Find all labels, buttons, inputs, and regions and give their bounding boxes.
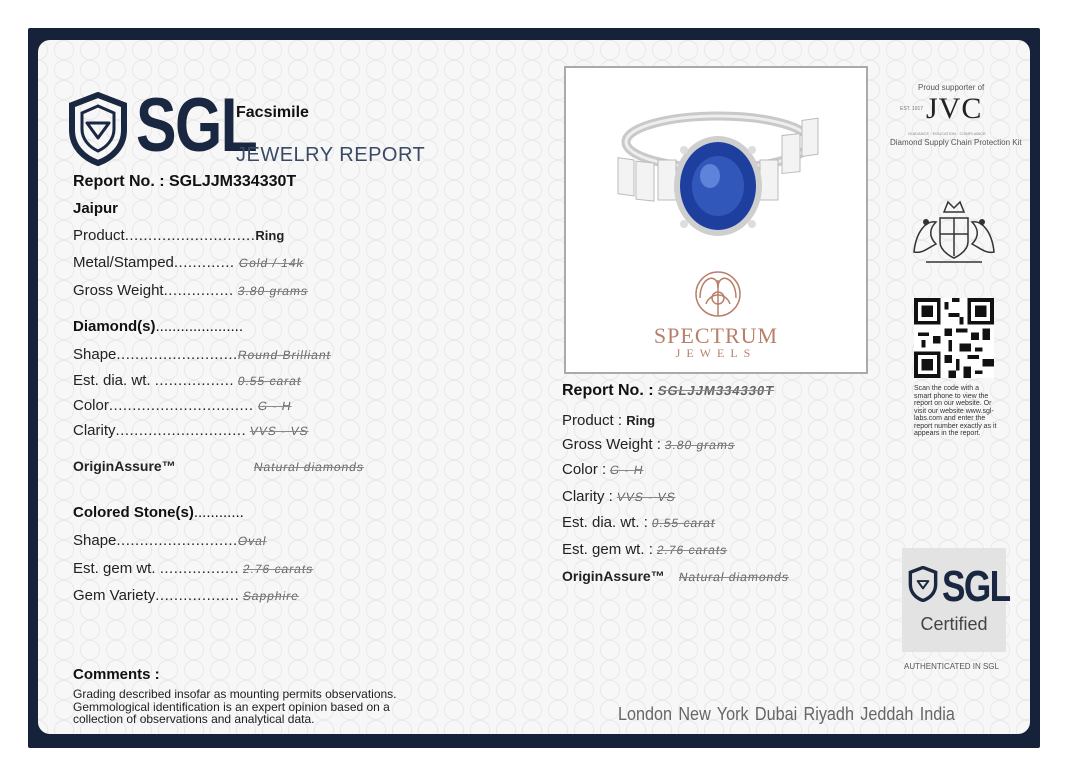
spectrum-brand-sub: JEWELS [675, 346, 757, 360]
spectrum-monogram-icon [688, 268, 748, 320]
right-gross-weight-row: Gross Weight : 3.80 grams [562, 436, 737, 453]
sgl-logo-text: SGL [136, 83, 257, 168]
proud-supporter-label: Proud supporter of [918, 83, 985, 92]
comments-title: Comments : [73, 666, 160, 683]
badge-sgl-text: SGL [942, 562, 1010, 611]
qr-code-icon[interactable] [914, 298, 994, 378]
right-report-number: Report No. : SGLJJM334330T [562, 382, 776, 399]
product-row: Product............................Ring [73, 227, 285, 244]
right-product-row: Product : Ring [562, 412, 656, 429]
comments-text: Grading described insofar as mounting permits observations. Gemmological identification is an expert opinion based on a collection of observations and analytical data. [73, 687, 397, 726]
right-color-row: Color : G - H [562, 461, 646, 478]
badge-shield-icon [908, 566, 938, 602]
report-city: Jaipur [73, 200, 119, 217]
office-cities: London New York Dubai Riyadh Jeddah India [618, 704, 955, 724]
jvc-est-label: EST. 1917 [900, 106, 924, 112]
jvc-logo-text: JVC [926, 92, 983, 125]
est-gem-wt-row: Est. gem wt. ................. 2.76 carats [73, 560, 315, 577]
badge-certified-text: Certified [920, 614, 988, 634]
jvc-subtitle: Diamond Supply Chain Protection Kit [890, 138, 1022, 147]
diamonds-title: Diamond(s)..................... [73, 318, 244, 335]
report-type-title: JEWELRY REPORT [236, 144, 426, 166]
right-clarity-row: Clarity : VVS - VS [562, 488, 677, 505]
jewelry-photo [564, 66, 868, 374]
spectrum-brand-name: SPECTRUM [653, 323, 779, 348]
sgl-shield-icon [68, 92, 128, 166]
gross-weight-row: Gross Weight............... 3.80 grams [73, 282, 310, 299]
sgl-certified-badge [902, 548, 1010, 652]
facsimile-label: Facsimile [236, 104, 309, 121]
sapphire-ring-image [606, 98, 830, 248]
color-row: Color............................... G - H [73, 397, 293, 414]
est-dia-wt-row: Est. dia. wt. ................. 0.55 carat [73, 372, 303, 389]
origin-row: OriginAssure™ Natural diamonds [73, 458, 365, 474]
qr-scan-instructions: Scan the code with a smart phone to view the report on our website. Or visit our website www.sgl-labs.com and enter the report number exactly as it appears in the report. [914, 385, 997, 437]
jvc-tagline: GUIDANCE · EDUCATION · COMPLIANCE [908, 131, 986, 136]
metal-row: Metal/Stamped............. Gold / 14k [73, 254, 305, 271]
report-number: Report No. : SGLJJM334330T [73, 173, 297, 190]
shape-row: Shape..........................Round Brilliant [73, 346, 333, 363]
right-est-dia-wt-row: Est. dia. wt. : 0.55 carat [562, 514, 717, 531]
report-card [38, 40, 1030, 734]
royal-crest-icon [906, 192, 1002, 268]
right-est-gem-wt-row: Est. gem wt. : 2.76 carats [562, 541, 729, 558]
authenticated-label: AUTHENTICATED IN SGL [904, 662, 999, 671]
colored-stones-title: Colored Stone(s)............ [73, 504, 244, 521]
right-origin-row: OriginAssure™ Natural diamonds [562, 568, 790, 584]
stone-shape-row: Shape..........................Oval [73, 532, 268, 549]
clarity-row: Clarity............................ VVS - VS [73, 422, 311, 439]
gem-variety-row: Gem Variety.................. Sapphire [73, 587, 301, 604]
